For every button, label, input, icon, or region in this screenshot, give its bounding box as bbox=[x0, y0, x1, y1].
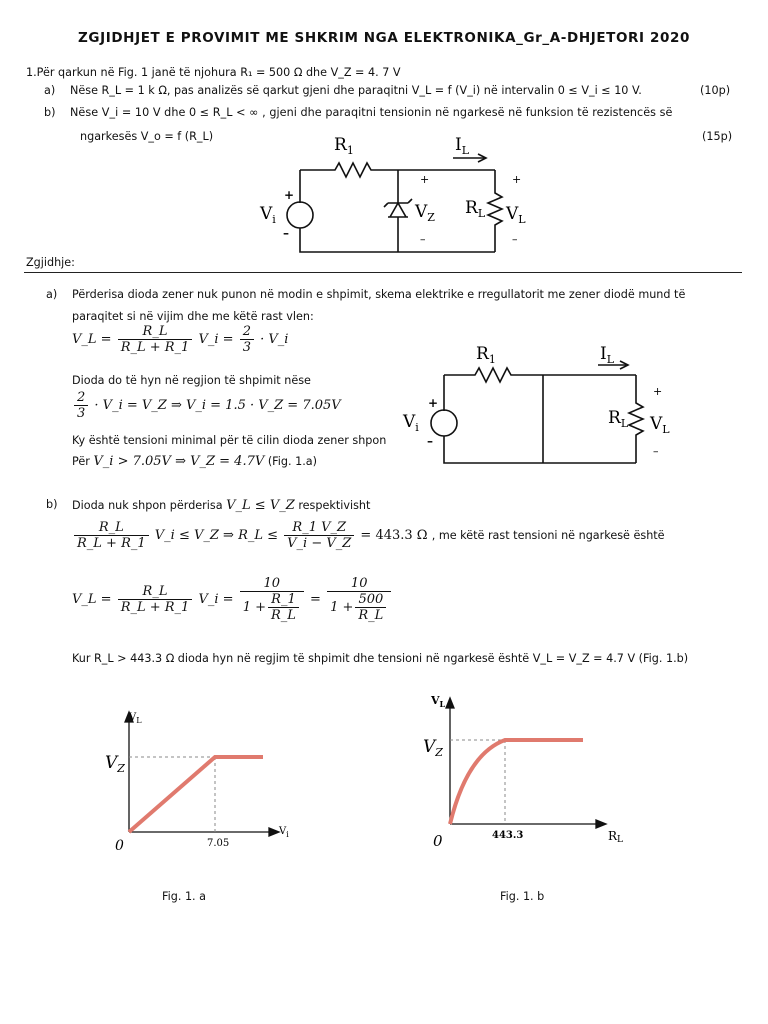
problem-b-points: (15p) bbox=[702, 130, 733, 143]
c1-rl-label: $R_L$ bbox=[465, 198, 486, 220]
c2-r1-label: $R_1$ bbox=[476, 345, 496, 366]
problem-a-text: Nëse R_L = 1 k Ω, pas analizës së qarkut gjeni dhe paraqitni V_L = f (V_i) në intervalin 0 ≤ V_i ≤ 10 V. bbox=[70, 84, 642, 97]
figure-1b-graph bbox=[415, 690, 645, 860]
part-b-label: b) bbox=[46, 498, 58, 511]
problem-b-label: b) bbox=[44, 106, 56, 119]
c2-rl-label: $R_L$ bbox=[608, 408, 629, 430]
part-b-line1: Dioda nuk shpon përderisa V_L ≤ V_Z respektivisht bbox=[72, 498, 371, 513]
c2-vi-plus: + bbox=[428, 396, 439, 410]
c2-il-label: $I_L$ bbox=[600, 345, 615, 366]
page-title: ZGJIDHJET E PROVIMIT ME SHKRIM NGA ELEKTRONIKA_Gr_A-DHJETORI 2020 bbox=[78, 30, 690, 46]
c1-vi-plus: + bbox=[284, 188, 295, 202]
c1-r1-label: $R_1$ bbox=[334, 135, 354, 157]
part-a-label: a) bbox=[46, 288, 58, 301]
fig-a-caption: Fig. 1. a bbox=[162, 890, 207, 903]
problem-a-points: (10p) bbox=[700, 84, 731, 97]
c2-vi-minus: – bbox=[427, 434, 433, 448]
c1-vz-minus: – bbox=[420, 233, 426, 246]
figure-1a-graph bbox=[95, 700, 315, 860]
fig-a-origin: 0 bbox=[115, 838, 124, 854]
part-a-line5: Për V_i > 7.05V ⇒ V_Z = 4.7V (Fig. 1.a) bbox=[72, 454, 318, 469]
part-a-line2: paraqitet si në vijim dhe me këtë rast vlen: bbox=[72, 310, 314, 323]
fig-b-vz-label: $V_Z$ bbox=[423, 737, 443, 759]
fig-a-y-label: $V_L$ bbox=[129, 712, 142, 725]
fig-b-x-label: RL bbox=[608, 829, 624, 845]
circuit-diagram-2 bbox=[400, 345, 700, 470]
c1-il-label: $I_L$ bbox=[455, 135, 470, 157]
problem-a-label: a) bbox=[44, 84, 56, 97]
solution-label: Zgjidhje: bbox=[26, 256, 75, 269]
problem-b-text-2: ngarkesës V_o = f (R_L) bbox=[80, 130, 214, 143]
c1-vi-label: $V_i$ bbox=[260, 204, 276, 226]
c1-vl-minus: – bbox=[512, 233, 518, 246]
part-a-equation-1: V_L = $\frac{R\_L}{R\_L + R\_1}$ V_i = $\frac{2}{3}$ · V_i bbox=[72, 324, 289, 355]
c1-vi-minus: – bbox=[283, 226, 289, 240]
c2-vl-label: $V_L$ bbox=[650, 414, 670, 436]
fig-a-vz-label: $V_Z$ bbox=[105, 753, 125, 775]
fig-b-y-label: $V_L$ bbox=[431, 694, 446, 709]
c1-vl-plus: + bbox=[512, 173, 522, 186]
fig-a-x-label: $V_i$ bbox=[279, 826, 289, 839]
problem-intro: 1.Për qarkun në Fig. 1 janë të njohura R₁ = 500 Ω dhe V_Z = 4. 7 V bbox=[26, 66, 401, 79]
part-b-equation-2: V_L = $\frac{R\_L}{R\_L + R\_1}$ V_i = 10 1 + $\frac{R\_1}{R\_L}$ = 10 1 + $\frac{500}{R\_L}$ bbox=[72, 576, 393, 623]
c2-vl-plus: + bbox=[653, 385, 663, 398]
fig-a-x-tick: 7.05 bbox=[207, 838, 230, 849]
fig-b-caption: Fig. 1. b bbox=[500, 890, 545, 903]
c2-vl-minus: – bbox=[653, 445, 659, 458]
separator-line bbox=[24, 272, 742, 273]
part-b-equation-1: $\frac{R\_L}{R\_L + R\_1}$ V_i ≤ V_Z ⇒ R_L ≤ $\frac{R\_1 V\_Z}{V\_i - V\_Z}$ = 443.3 Ω , me këtë rast tensioni në ngarkesë është bbox=[72, 520, 665, 551]
part-a-line3: Dioda do të hyn në regjion të shpimit nëse bbox=[72, 374, 311, 387]
c2-vi-label: $V_i$ bbox=[403, 412, 419, 434]
c1-vl-label: $V_L$ bbox=[506, 204, 526, 226]
c1-vz-plus: + bbox=[420, 173, 430, 186]
fig-b-origin: 0 bbox=[433, 832, 443, 850]
problem-b-text-1: Nëse V_i = 10 V dhe 0 ≤ R_L < ∞ , gjeni dhe paraqitni tensionin në ngarkesë në funksion të rezistencës së bbox=[70, 106, 673, 119]
part-a-equation-2: $\frac{2}{3}$ · V_i = V_Z ⇒ V_i = 1.5 · V_Z = 7.05V bbox=[72, 390, 341, 421]
circuit-diagram-1 bbox=[250, 135, 550, 260]
part-a-line1: Përderisa dioda zener nuk punon në modin e shpimit, skema elektrike e rregullatorit me zener diodë mund të bbox=[72, 288, 686, 301]
part-b-line2: Kur R_L > 443.3 Ω dioda hyn në regjim të shpimit dhe tensioni në ngarkesë është V_L = V_Z = 4.7 V (Fig. 1.b) bbox=[72, 652, 689, 665]
fig-a-curve bbox=[129, 757, 263, 832]
c1-vz-label: $V_Z$ bbox=[415, 202, 435, 224]
fig-b-x-tick: 443.3 bbox=[492, 830, 524, 841]
fig-b-curve bbox=[450, 740, 583, 824]
part-a-line4: Ky është tensioni minimal për të cilin dioda zener shpon bbox=[72, 434, 387, 447]
